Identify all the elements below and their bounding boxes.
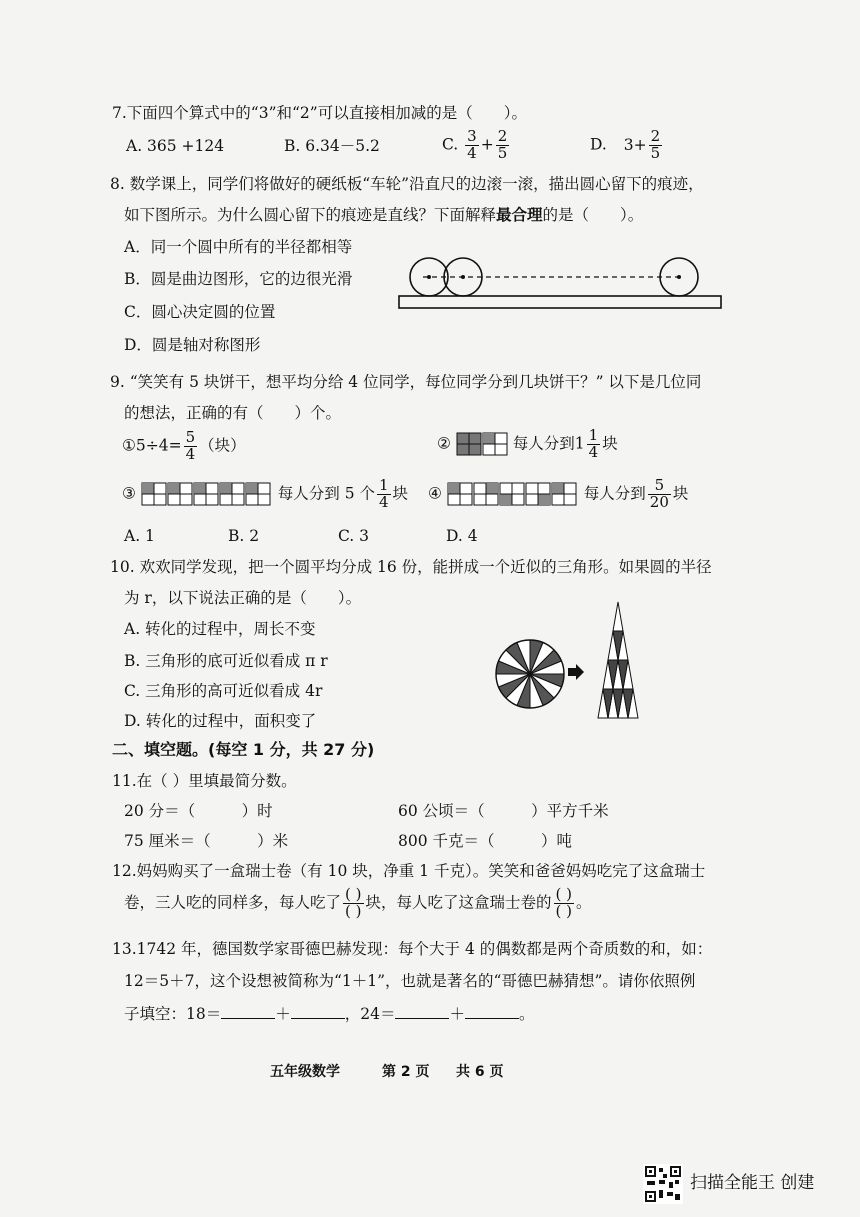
footer-subject: 五年级数学 — [270, 1064, 340, 1080]
watermark-text: 扫描全能王 创建 — [690, 1173, 815, 1193]
q9-choice-d: D. 4 — [446, 527, 478, 545]
q10-option-c: C. 三角形的高可近似看成 4r — [124, 682, 323, 700]
q11-item-2: 60 公顷＝（ ）平方千米 — [398, 802, 609, 820]
q13-blank-2[interactable] — [291, 1006, 345, 1019]
q9-choice-b: B. 2 — [228, 527, 260, 545]
q7-option-c: C. $\frac{3}{4}$ + $\frac{2}{5}$ — [442, 127, 508, 162]
q13-line1: 13.1742 年，德国数学家哥德巴赫发现：每个大于 4 的偶数都是两个奇质数的和，如： — [112, 940, 713, 958]
q11-stem: 11.在（ ）里填最简分数。 — [112, 772, 297, 790]
q9-choice-a: A. 1 — [124, 527, 155, 545]
q10-option-d: D. 转化的过程中，面积变了 — [124, 712, 317, 730]
q8-option-a: A．同一个圆中所有的半径都相等 — [124, 238, 353, 256]
q8-option-b: B．圆是曲边图形，它的边很光滑 — [124, 270, 353, 288]
section-2-heading: 二、填空题。(每空 1 分，共 27 分) — [112, 740, 375, 759]
q9-option-1: ①5÷4= $\frac{5}{4}$ （块） — [122, 428, 246, 463]
q12-line2: 卷，三人吃的同样多，每人吃了 $\frac{( )}{( )}$ 块，每人吃了这盒瑞士卷的 $\frac{( )}{( )}$ 。 — [124, 885, 592, 920]
footer-total: 共 6 页 — [456, 1064, 504, 1080]
q13-blank-4[interactable] — [465, 1006, 519, 1019]
q10-option-b: B. 三角形的底可近似看成 π r — [124, 652, 328, 670]
q9-choice-c: C. 3 — [338, 527, 370, 545]
wheel-rolling-figure — [395, 248, 725, 318]
q11-item-3: 75 厘米＝（ ）米 — [124, 832, 289, 850]
q7-stem: 7.下面四个算式中的“3”和“2”可以直接相加减的是（ ）。 — [112, 104, 527, 122]
q8-line1: 8. 数学课上，同学们将做好的硬纸板“车轮”沿直尺的边滚一滚，描出圆心留下的痕迹， — [110, 175, 704, 193]
q13-line2: 12＝5＋7，这个设想被简称为“1＋1”，也就是著名的“哥德巴赫猜想”。请你依照例 — [124, 972, 696, 990]
q9-line2: 的想法，正确的有（ ）个。 — [124, 404, 342, 422]
q13-line3: 子填空：18＝ ＋ ，24＝ ＋ 。 — [124, 1005, 535, 1023]
q10-option-a: A. 转化的过程中，周长不变 — [124, 620, 316, 638]
q9-option-3: ③ 每人分到 5 个 $\frac{1}{4}$ 块 — [122, 476, 409, 511]
q9-line1: 9. “笑笑有 5 块饼干，想平均分给 4 位同学，每位同学分到几块饼干？” 以下是几位同 — [110, 373, 702, 391]
q13-blank-3[interactable] — [395, 1006, 449, 1019]
footer-page: 第 2 页 — [382, 1064, 430, 1080]
q7-option-b: B. 6.34－5.2 — [284, 137, 380, 155]
q7-option-a: A. 365 +124 — [126, 137, 225, 155]
q10-line2: 为 r，以下说法正确的是（ ）。 — [124, 589, 362, 607]
qr-code-icon — [643, 1164, 683, 1204]
q8-option-d: D．圆是轴对称图形 — [124, 336, 261, 354]
cookie-grid-icon — [447, 482, 579, 506]
q13-blank-1[interactable] — [221, 1006, 275, 1019]
q12-blank-fraction-2[interactable]: $\frac{( )}{( )}$ — [555, 885, 572, 920]
cookie-grid-icon — [456, 432, 508, 456]
circle-to-triangle-figure — [488, 596, 648, 722]
triangle-piece — [613, 602, 623, 631]
q12-blank-fraction-1[interactable]: $\frac{( )}{( )}$ — [345, 885, 362, 920]
q12-line1: 12.妈妈购买了一盒瑞士卷（有 10 块，净重 1 千克）。笑笑和爸爸妈妈吃完了这盒瑞士 — [112, 862, 706, 880]
q8-option-c: C．圆心决定圆的位置 — [124, 303, 276, 321]
q10-line1: 10. 欢欢同学发现，把一个圆平均分成 16 份，能拼成一个近似的三角形。如果圆的半径 — [110, 558, 712, 576]
cookie-grid-icon — [141, 482, 273, 506]
q7-option-d: D. 3+ $\frac{2}{5}$ — [590, 127, 661, 162]
q11-item-1: 20 分＝（ ）时 — [124, 802, 273, 820]
q11-item-4: 800 千克＝（ ）吨 — [398, 832, 573, 850]
q8-line2: 如下图所示。为什么圆心留下的痕迹是直线？下面解释最合理的是（ ）。 — [124, 206, 644, 224]
q9-option-2: ② 每人分到1 $\frac{1}{4}$ 块 — [437, 426, 618, 461]
q9-option-4: ④ 每人分到 $\frac{5}{20}$ 块 — [428, 476, 689, 511]
